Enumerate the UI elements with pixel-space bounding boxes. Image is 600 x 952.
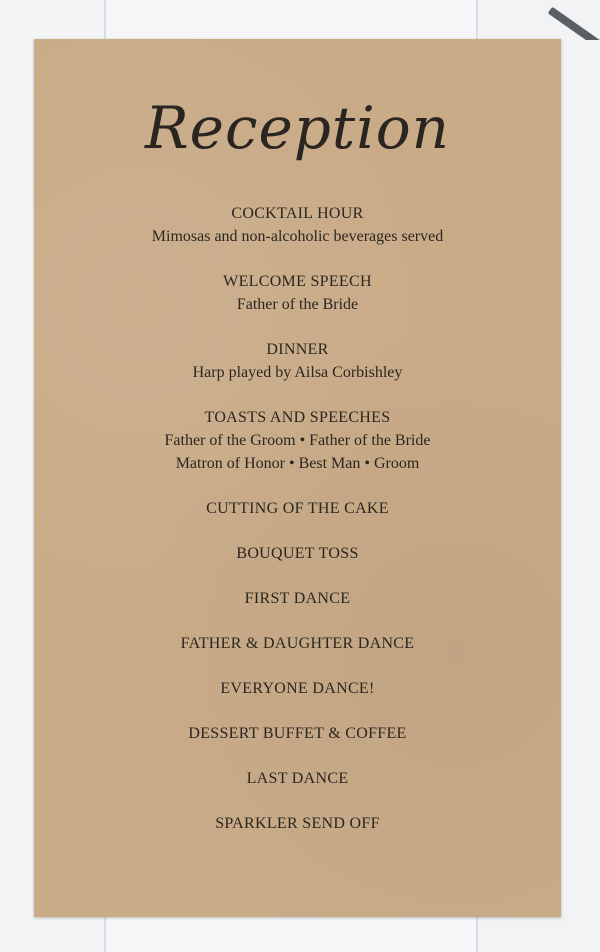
program-detail: Matron of Honor • Best Man • Groom: [175, 455, 420, 472]
program-heading: DINNER: [266, 341, 329, 358]
program-item: [34, 587, 561, 610]
menu-card: [34, 39, 561, 917]
program-heading: COCKTAIL HOUR: [231, 205, 364, 222]
program-detail: Father of the Groom • Father of the Bride: [164, 432, 431, 449]
program-heading: EVERYONE DANCE!: [220, 680, 375, 697]
program-heading: DESSERT BUFFET & COFFEE: [188, 725, 407, 742]
program-detail: Mimosas and non-alcoholic beverages served: [151, 228, 444, 245]
program-heading: WELCOME SPEECH: [223, 273, 372, 290]
program-heading: TOASTS AND SPEECHES: [204, 409, 391, 426]
program-list: [34, 202, 561, 835]
program-item: [34, 722, 561, 745]
program-detail: Father of the Bride: [236, 296, 359, 313]
program-item: [34, 677, 561, 700]
program-item: [34, 406, 561, 475]
program-item: [34, 542, 561, 565]
program-item: [34, 497, 561, 520]
program-item: [34, 270, 561, 316]
menu-title: Reception: [144, 94, 451, 162]
program-heading: CUTTING OF THE CAKE: [206, 500, 389, 517]
program-heading: BOUQUET TOSS: [236, 545, 359, 562]
program-item: [34, 767, 561, 790]
program-detail: Harp played by Ailsa Corbishley: [192, 364, 403, 381]
program-item: [34, 338, 561, 384]
program-heading: FATHER & DAUGHTER DANCE: [180, 635, 415, 652]
program-item: [34, 632, 561, 655]
program-heading: SPARKLER SEND OFF: [215, 815, 380, 832]
program-item: [34, 202, 561, 248]
pen-icon: [530, 0, 600, 40]
program-heading: LAST DANCE: [246, 770, 349, 787]
program-item: [34, 812, 561, 835]
program-heading: FIRST DANCE: [244, 590, 351, 607]
